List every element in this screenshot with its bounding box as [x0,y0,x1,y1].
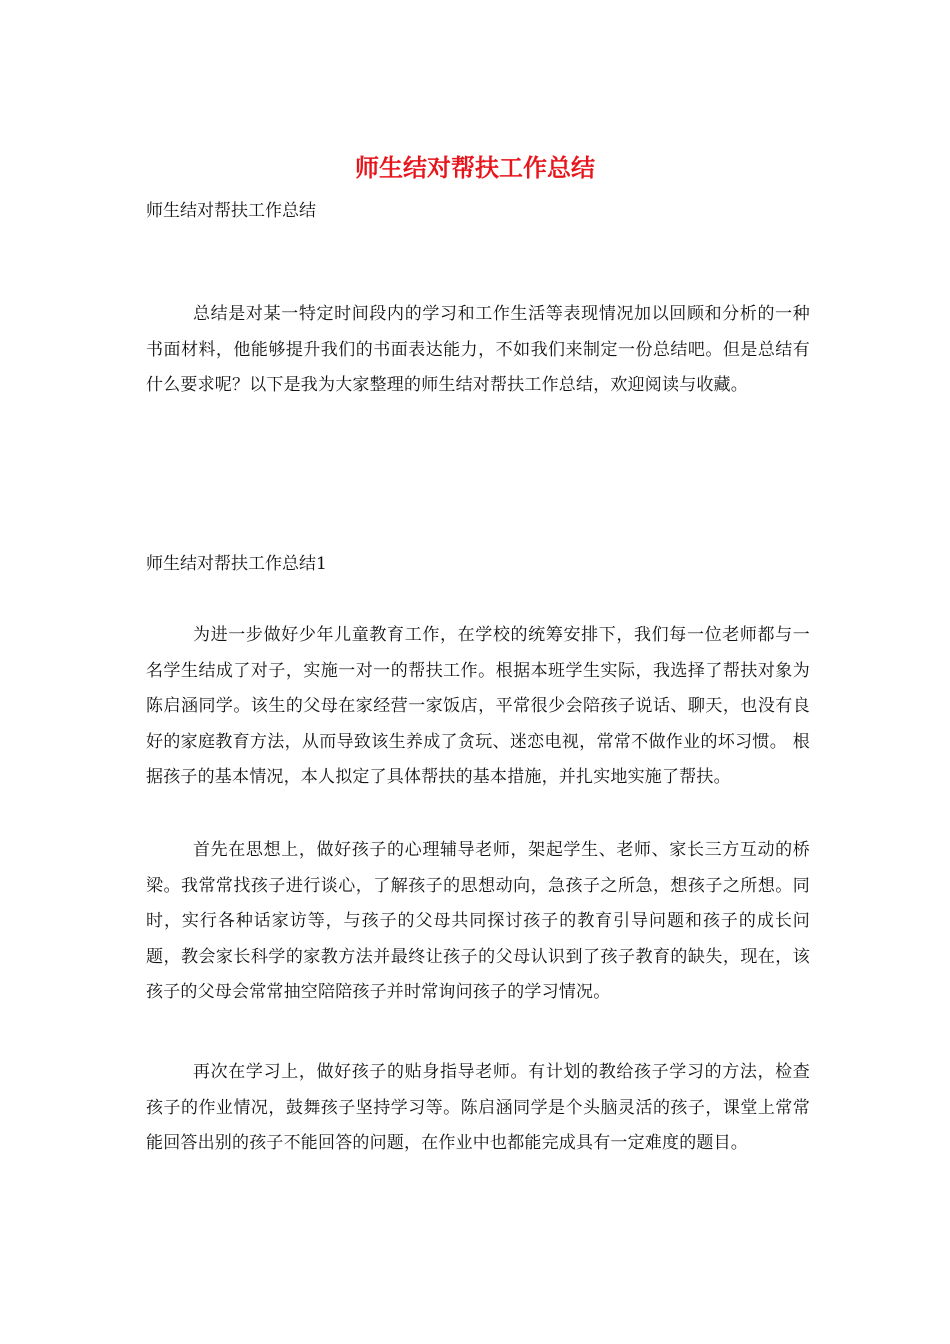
body-paragraph-2: 首先在思想上，做好孩子的心理辅导老师，架起学生、老师、家长三方互动的桥梁。我常常找孩子进行谈心，了解孩子的思想动向，急孩子之所急，想孩子之所想。同时，实行各种话家访等，与孩子的父母共同探讨孩子的教育引导问题和孩子的成长问题，教会家长科学的家教方法并最终让孩子的父母认识到了孩子教育的缺失，现在，该孩子的父母会常常抽空陪陪孩子并时常询问孩子的学习情况。 [146,840,810,1002]
document-subtitle: 师生结对帮扶工作总结 [146,201,316,221]
body-paragraph-3: 再次在学习上，做好孩子的贴身指导老师。有计划的教给孩子学习的方法，检查孩子的作业情况，鼓舞孩子坚持学习等。陈启涵同学是个头脑灵活的孩子，课堂上常常能回答出别的孩子不能回答的问题，在作业中也都能完成具有一定难度的题目。 [146,1062,810,1153]
intro-paragraph: 总结是对某一特定时间段内的学习和工作生活等表现情况加以回顾和分析的一种书面材料，他能够提升我们的书面表达能力，不如我们来制定一份总结吧。但是总结有什么要求呢？以下是我为大家整理的师生结对帮扶工作总结，欢迎阅读与收藏。 [146,304,810,395]
document-title: 师生结对帮扶工作总结 [355,153,595,182]
section-heading: 师生结对帮扶工作总结1 [146,554,327,574]
body-paragraph-1: 为进一步做好少年儿童教育工作，在学校的统筹安排下，我们每一位老师都与一名学生结成了对子，实施一对一的帮扶工作。根据本班学生实际，我选择了帮扶对象为陈启涵同学。该生的父母在家经营一家饭店，平常很少会陪孩子说话、聊天，也没有良好的家庭教育方法，从而导致该生养成了贪玩、迷恋电视，常常不做作业的坏习惯。 根据孩子的基本情况，本人拟定了具体帮扶的基本措施，并扎实地实施了帮扶。 [146,625,810,787]
